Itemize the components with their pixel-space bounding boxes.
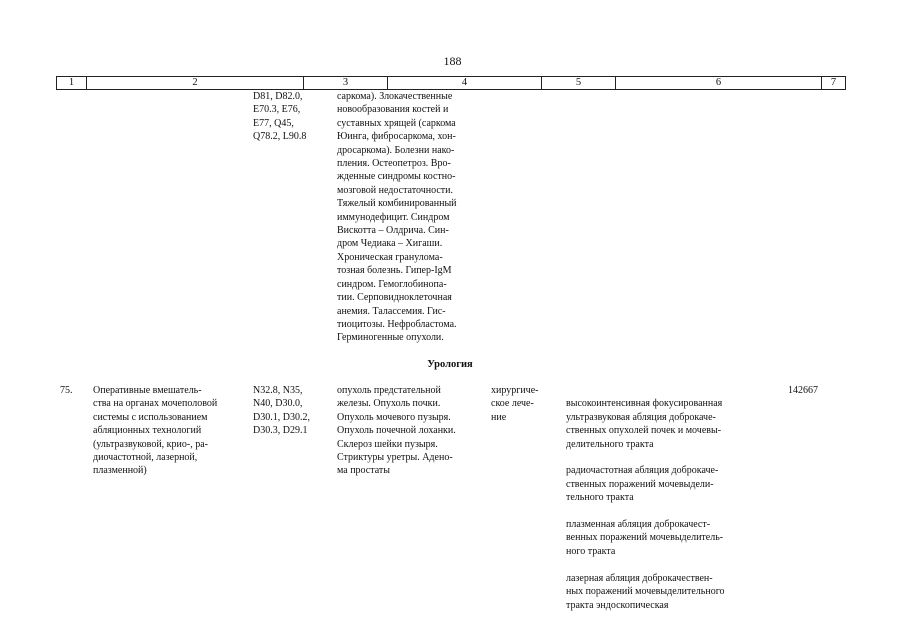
page-number: 188 xyxy=(443,54,462,68)
method-item: плазменная абляция доброкачест- венных поражений мочевыделитель- ного тракта xyxy=(566,519,724,557)
row-amount: 142667 xyxy=(788,385,818,396)
row-methods xyxy=(566,384,761,625)
row-number: 75. xyxy=(60,385,73,396)
header-col-3: 3 xyxy=(303,77,387,89)
header-col-7: 7 xyxy=(821,77,846,89)
continuation-diseases: саркома). Злокачественные новообразования костей и суставных хрящей (саркома Юинга, фибросаркома, хон- дросаркома). Болезни нако- пления. Остеопетроз. Вро- жденные синдромы костно- мозговой недостаточности. Тяжелый комбинированный иммунодефицит. Синдром Вискотта – Олдрича. Син- дром Чедиака – Хигаши. Хроническая грануломa- тозная болезнь. Гипер-IgM синдром. Гемоглобинопа- тии. Серповидноклеточная анемия. Талассемия. Гис- тиоцитозы. Нефробластома. Герминогенные опухоли. xyxy=(337,91,457,344)
row-codes: N32.8, N35, N40, D30.0, D30.1, D30.2, D30.3, D29.1 xyxy=(253,385,310,437)
table-header-row xyxy=(56,76,846,90)
header-col-6: 6 xyxy=(615,77,821,89)
section-title: Урология xyxy=(427,359,473,370)
header-col-1: 1 xyxy=(56,77,86,89)
header-col-2: 2 xyxy=(86,77,303,89)
header-col-4: 4 xyxy=(387,77,541,89)
method-item: высокоинтенсивная фокусированная ультразвуковая абляция доброкаче- ственных опухолей почек и мочевы- делительного тракта xyxy=(566,398,723,450)
method-item: радиочастотная абляция доброкаче- ственных поражений мочевыдели- тельного тракта xyxy=(566,465,719,504)
row-diseases: опухоль предстательной железы. Опухоль почки. Опухоль мочевого пузыря. Опухоль почечной лоханки. Склероз шейки пузыря. Стриктуры уретры. Адено- ма простаты xyxy=(337,385,456,477)
row-treatment: хирургиче- ское лече- ние xyxy=(491,385,539,423)
row-name: Оперативные вмешатель- ства на органах мочеполовой системы с использованием абляционных технологий (ультразвуковой, крио-, ра- диочастотной, лазерной, плазменной) xyxy=(93,385,218,477)
continuation-codes: D81, D82.0, E70.3, E76, E77, Q45, Q78.2, L90.8 xyxy=(253,91,307,143)
header-col-5: 5 xyxy=(541,77,615,89)
method-item: лазерная абляция доброкачествен- ных поражений мочевыделительного тракта эндоскопическая xyxy=(566,572,725,611)
